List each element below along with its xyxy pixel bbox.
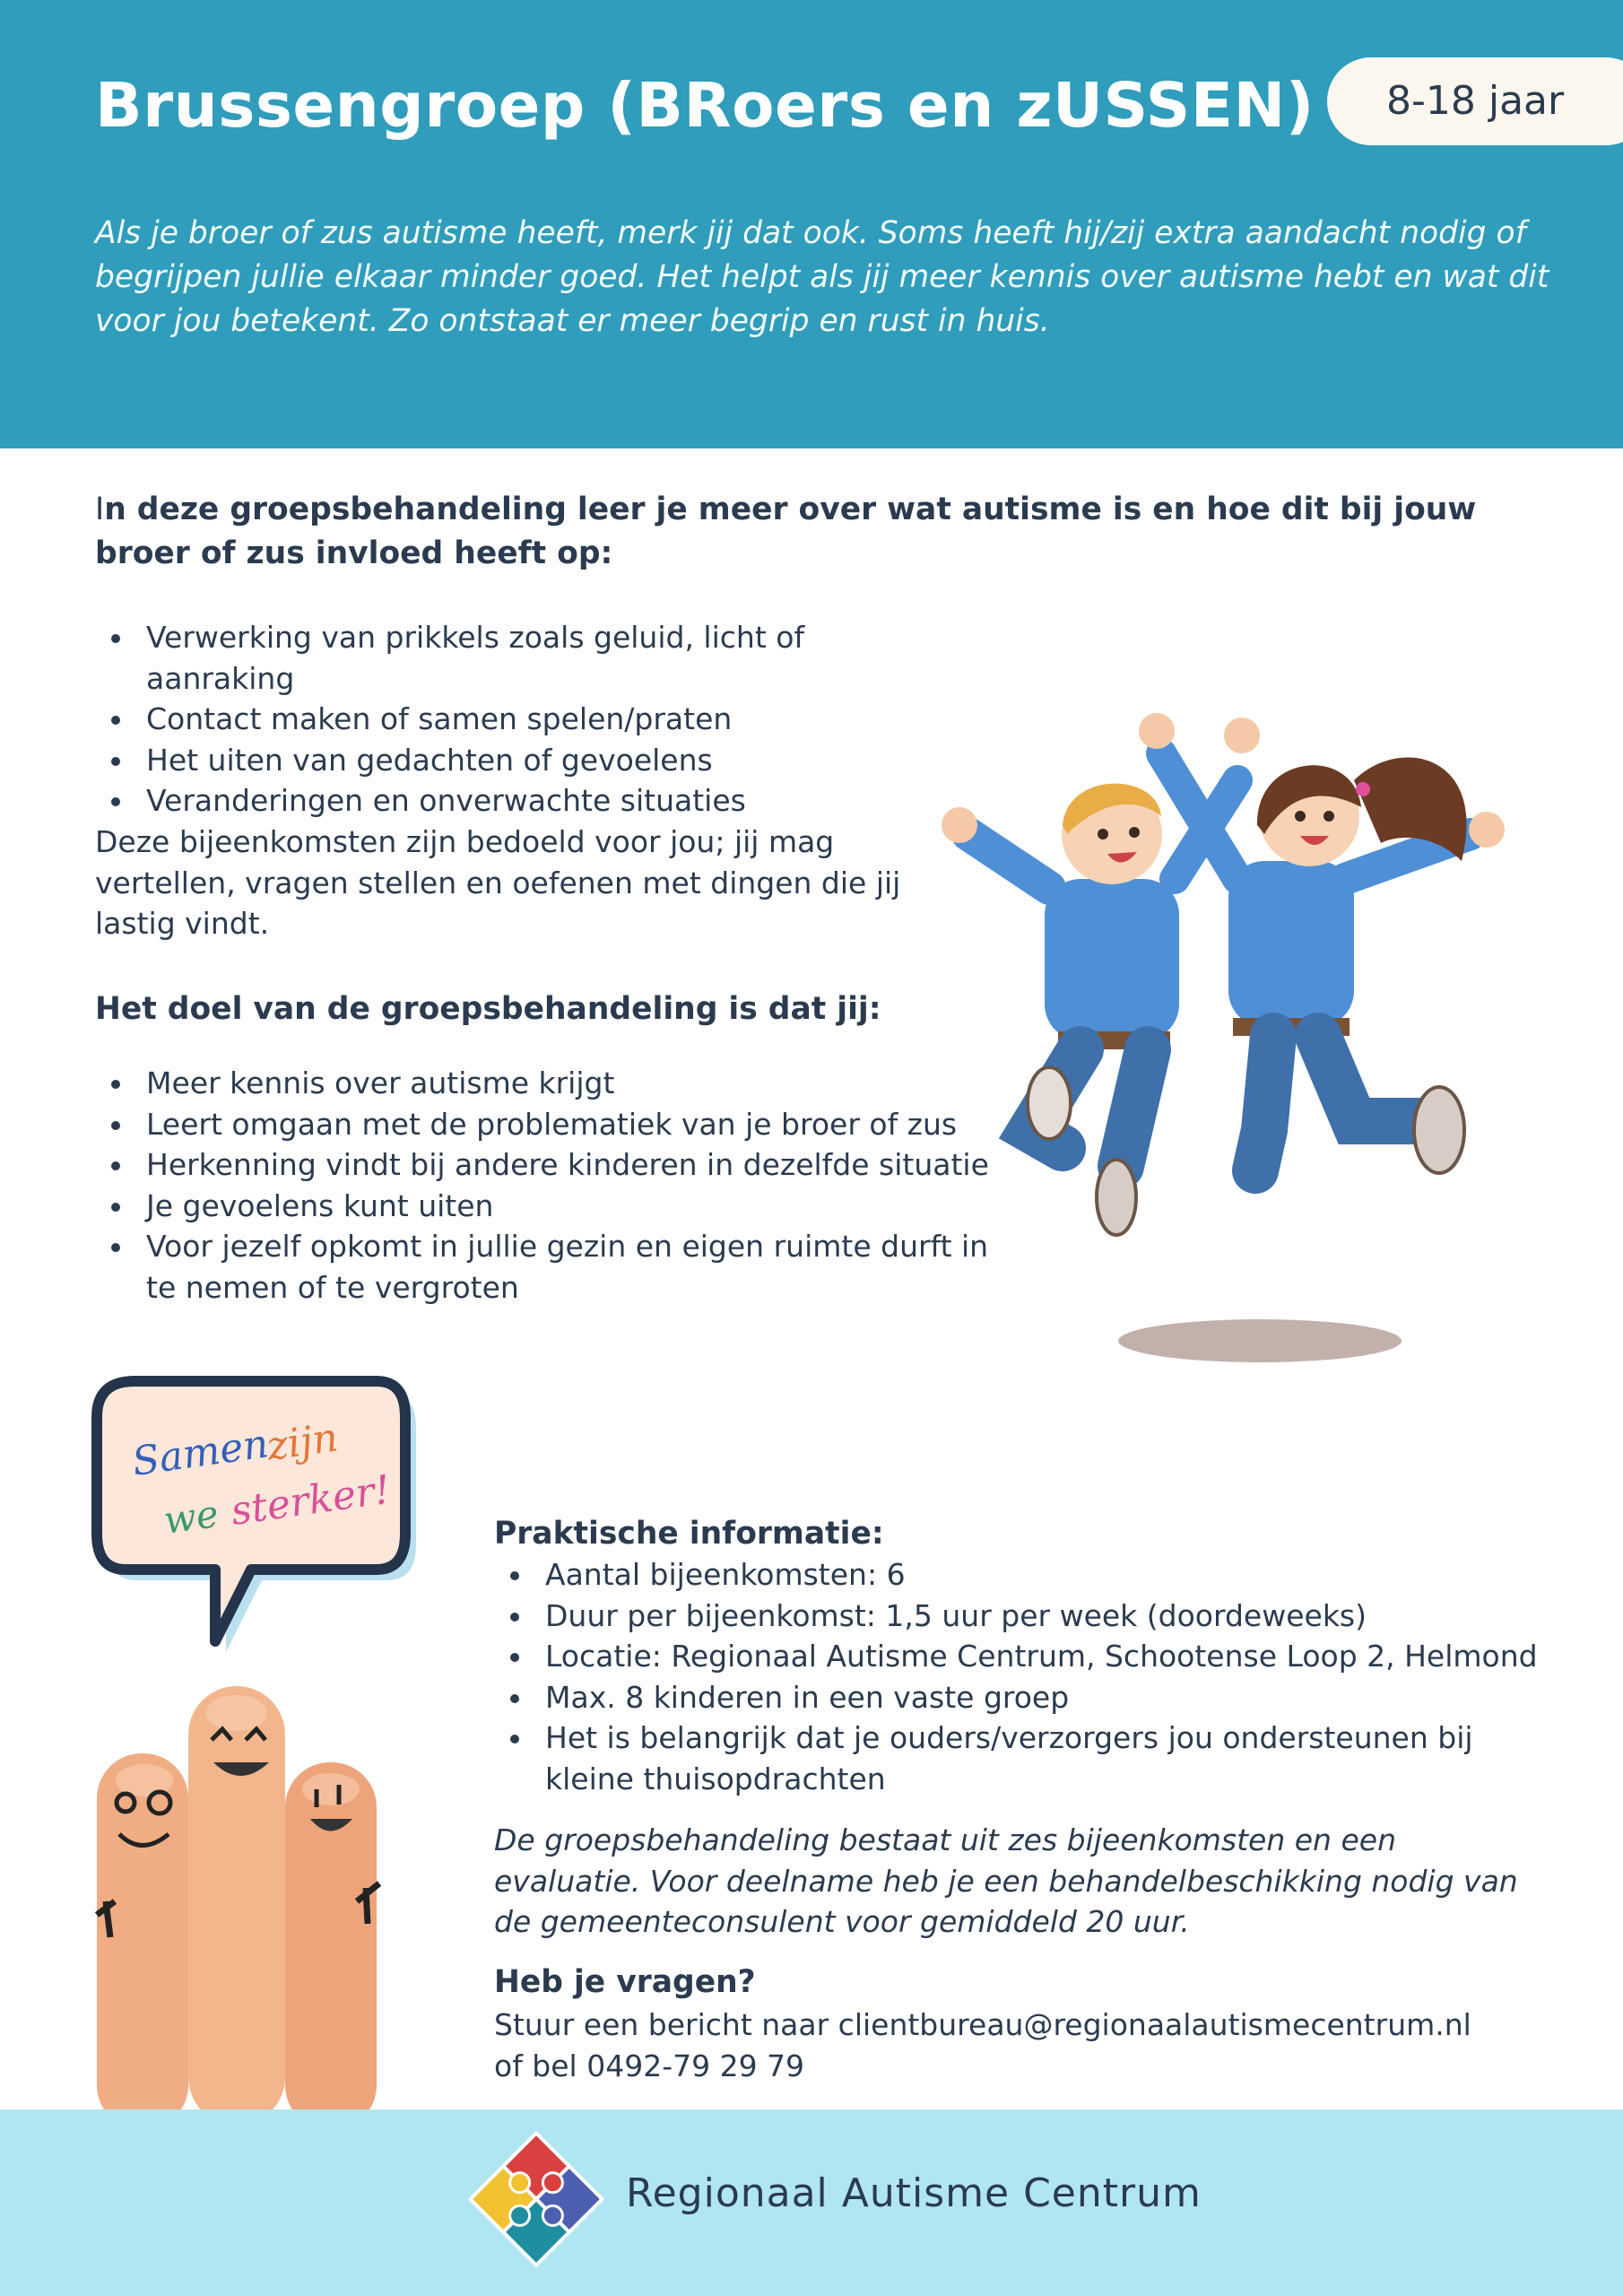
age-badge: 8-18 jaar	[1327, 57, 1623, 145]
list-item: Veranderingen en onverwachte situaties	[95, 780, 956, 822]
list-item: Meer kennis over autisme krijgt	[95, 1063, 992, 1104]
finger-faces-image	[70, 1677, 420, 2109]
bubble-word-we: we	[161, 1491, 221, 1543]
list-item: Max. 8 kinderen in een vaste groep	[494, 1677, 1570, 1718]
list-item: Duur per bijeenkomst: 1,5 uur per week (doordeweeks)	[494, 1596, 1570, 1637]
contact-heading: Heb je vragen?	[494, 1964, 756, 2000]
bubble-word-zijn: zijn	[264, 1414, 341, 1470]
intro-text: Als je broer of zus autisme heeft, merk jij dat ook. Soms heeft hij/zij extra aandacht nodig of begrijpen jullie elkaar minder goed. Het helpt als jij meer kennis over autisme hebt en wat dit voor jou betekent. Zo ontstaat er meer begrip en rust in huis.	[95, 215, 1549, 339]
section1-heading-text: n deze groepsbehandeling leer je meer over wat autisme is en hoe dit bij jouw broer of zus invloed heeft op:	[95, 491, 1477, 571]
list-item: Locatie: Regionaal Autisme Centrum, Schootense Loop 2, Helmond	[494, 1636, 1570, 1677]
practical-heading: Praktische informatie:	[494, 1516, 884, 1552]
contact-phone-line: of bel 0492-79 29 79	[494, 2048, 805, 2083]
list-item: Leert omgaan met de problematiek van je broer of zus	[95, 1104, 992, 1145]
list-item: Het is belangrijk dat je ouders/verzorgers jou ondersteunen bij kleine thuisopdrachten	[494, 1718, 1570, 1799]
puzzle-logo-icon	[464, 2127, 608, 2271]
ground-shadow	[1118, 1319, 1402, 1362]
list-item: Voor jezelf opkomt in jullie gezin en eigen ruimte durft in te nemen of te vergroten	[95, 1226, 992, 1308]
section2-list	[95, 1063, 992, 1308]
section2-heading: Het doel van de groepsbehandeling is dat jij:	[95, 991, 881, 1027]
list-item: Herkenning vindt bij andere kinderen in dezelfde situatie	[95, 1144, 992, 1186]
section1-list	[95, 617, 956, 822]
list-item: Contact maken of samen spelen/praten	[95, 699, 956, 740]
section1-heading	[95, 488, 1566, 576]
footer-org-name: Regionaal Autisme Centrum	[626, 2170, 1202, 2216]
list-item: Je gevoelens kunt uiten	[95, 1186, 992, 1227]
speech-bubble	[81, 1354, 421, 1659]
page-title: Brussengroep (BRoers en zUSSEN)	[95, 70, 1315, 142]
girl-figure	[1139, 713, 1505, 1173]
list-item: Verwerking van prikkels zoals geluid, licht of aanraking	[95, 617, 956, 699]
boy-figure	[942, 718, 1260, 1235]
practical-list	[494, 1554, 1570, 1799]
list-item: Het uiten van gedachten of gevoelens	[95, 740, 956, 781]
section1-paragraph: Deze bijeenkomsten zijn bedoeld voor jou; jij mag vertellen, vragen stellen en oefenen met dingen die jij lastig vindt.	[95, 824, 901, 941]
header-wave-edge	[0, 395, 1623, 457]
bubble-word-samen: Samen	[129, 1421, 272, 1485]
bubble-word-sterker: sterker!	[228, 1466, 394, 1535]
list-item: Aantal bijeenkomsten: 6	[494, 1554, 1570, 1596]
section1-heading-initial: I	[95, 491, 105, 527]
jumping-children-illustration	[933, 700, 1596, 1372]
contact-email-line: Stuur een bericht naar clientbureau@regionaalautismecentrum.nl	[494, 2007, 1471, 2042]
practical-note: De groepsbehandeling bestaat uit zes bijeenkomsten en een evaluatie. Voor deelname heb je een behandelbeschikking nodig van de gemeenteconsulent voor gemiddeld 20 uur.	[494, 1822, 1518, 1939]
